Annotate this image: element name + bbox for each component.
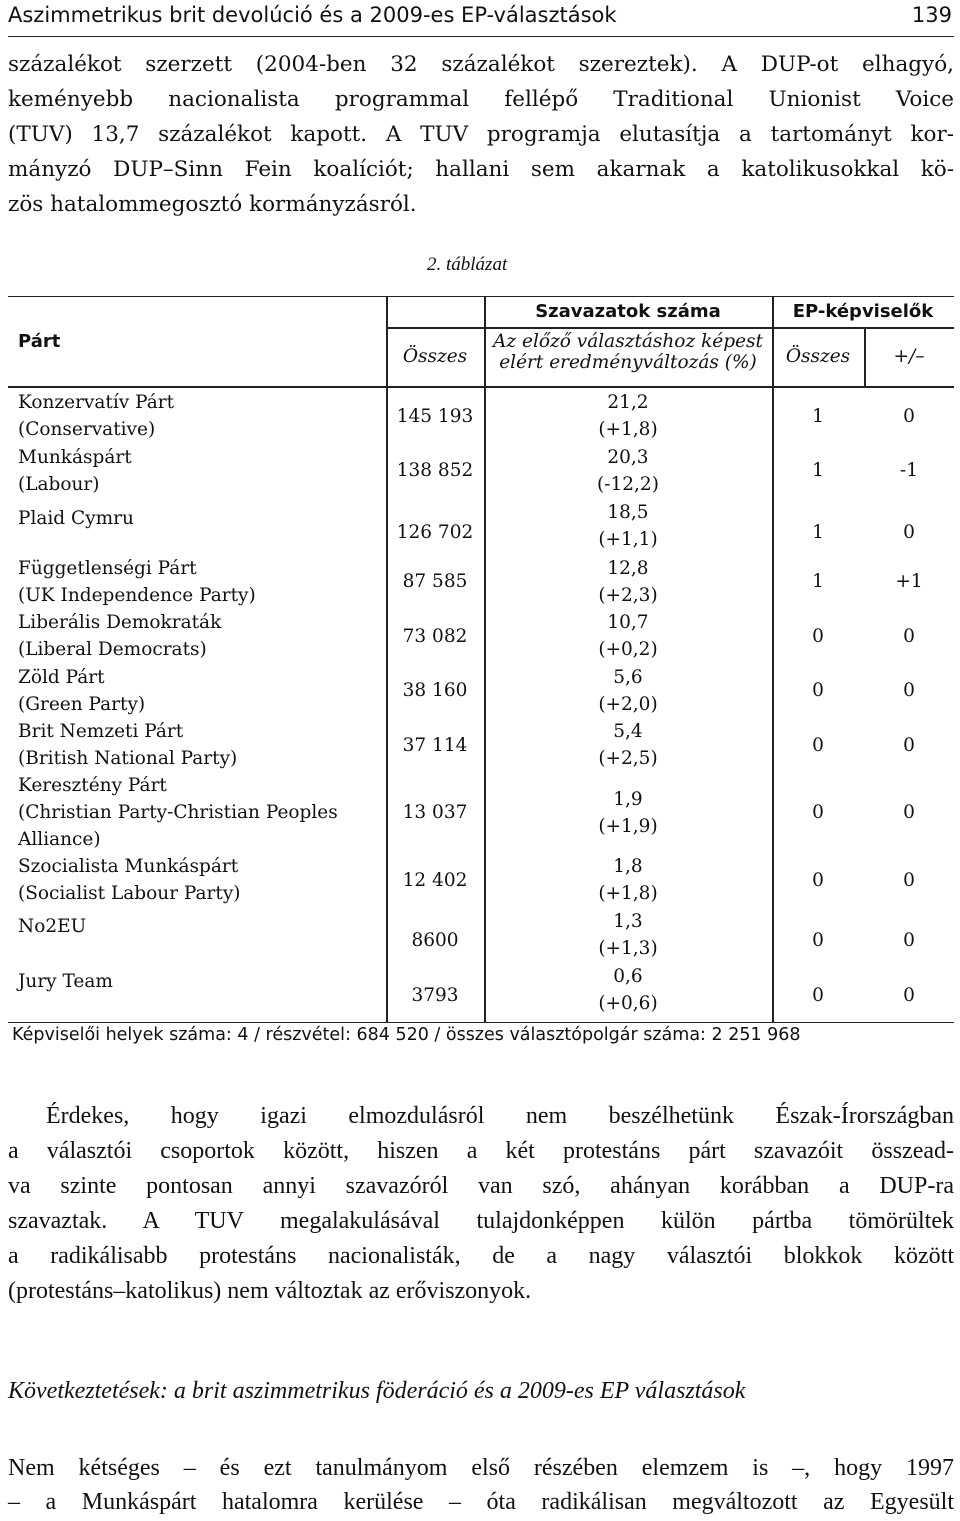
vote-percent: 1,9 [613, 788, 643, 810]
mep-change: -1 [899, 460, 919, 481]
mep-change: 0 [903, 985, 915, 1006]
vote-percent: 1,8 [613, 856, 643, 877]
text-line: va szinte pontosan annyi szavazóról van szó, ahányan korábban a DUP-ra [8, 1173, 954, 1199]
col-header-total: Összes [402, 346, 468, 367]
mep-change: +1 [895, 571, 923, 592]
vote-count: 38 160 [402, 680, 468, 701]
mep-count: 1 [812, 460, 824, 481]
party-name: Szocialista Munkáspárt [18, 856, 239, 877]
vote-percent: 20,3 [607, 446, 649, 468]
mep-count: 0 [812, 930, 824, 951]
text-line: (TUV) 13,7 százalékot kapott. A TUV programja elutasítja a tartományt kor- [8, 122, 954, 147]
party-name: Munkáspárt [18, 446, 132, 468]
header-divider [386, 327, 954, 329]
text-line: (protestáns–katolikus) nem változtak az erőviszonyok. [8, 1278, 532, 1304]
mep-count: 0 [812, 734, 824, 756]
mep-count: 0 [812, 985, 824, 1006]
party-name: Brit Nemzeti Párt [18, 721, 184, 742]
vote-change: (+1,9) [598, 815, 658, 837]
text-line: mányzó DUP–Sinn Fein koalíciót; hallani sem akarnak a katolikusokkal kö- [8, 157, 954, 182]
text-line: szavaztak. A TUV megalakulásával tulajdonképpen külön pártba tömörültek [8, 1208, 954, 1234]
party-name: Konzervatív Párt [18, 392, 175, 413]
party-name: Jury Team [18, 971, 113, 992]
vote-percent: 12,8 [607, 557, 649, 579]
text-line: – a Munkáspárt hatalomra kerülése – óta radikálisan megváltozott az Egyesült [8, 1489, 954, 1515]
mep-count: 0 [812, 802, 824, 823]
vote-percent: 5,4 [613, 721, 643, 742]
party-name: Függetlenségi Párt [18, 557, 197, 579]
party-name: (Christian Party-Christian Peoples [18, 802, 338, 823]
section-title: Következtetések: a brit aszimmetrikus föderáció és a 2009-es EP választások [8, 1378, 746, 1404]
col-header-result: Az előző választáshoz képest elért eredményváltozás (%) [493, 331, 763, 373]
party-name: No2EU [18, 916, 87, 937]
mep-change: 0 [903, 625, 915, 647]
vote-percent: 5,6 [613, 666, 643, 688]
col-header-party: Párt [18, 331, 61, 352]
vote-change: (+1,8) [598, 419, 658, 440]
text-line: zös hatalommegosztó kormányzásról. [8, 192, 417, 217]
mep-change: 0 [903, 930, 915, 951]
party-name: (Liberal Democrats) [18, 639, 207, 660]
text-line: Nem kétséges – és ezt tanulmányom első részében elemzem is –, hogy 1997 [8, 1455, 954, 1481]
vote-count: 138 852 [396, 460, 474, 481]
group-header-votes: Szavazatok száma [535, 301, 721, 322]
vote-change: (+2,3) [598, 584, 658, 606]
party-name: (British National Party) [18, 748, 238, 769]
vote-change: (+1,3) [598, 937, 658, 959]
vote-count: 87 585 [402, 571, 468, 592]
table-caption: 2. táblázat [427, 254, 508, 275]
col-header-mep-total: Összes [785, 346, 851, 367]
party-name: Alliance) [18, 829, 101, 850]
vote-count: 145 193 [396, 405, 474, 427]
party-name: (Labour) [18, 473, 100, 495]
vote-count: 3793 [411, 985, 459, 1006]
text-line: Érdekes, hogy igazi elmozdulásról nem beszélhetünk Észak-Írországban [46, 1103, 954, 1129]
table-footnote: Képviselői helyek száma: 4 / részvétel: 684 520 / összes választópolgár száma: 2 251 968 [12, 1025, 801, 1045]
party-name: (Green Party) [18, 693, 146, 715]
vote-count: 12 402 [402, 869, 468, 891]
vote-change: (+1,1) [598, 529, 658, 550]
vote-percent: 0,6 [613, 965, 643, 987]
vote-percent: 18,5 [607, 502, 649, 523]
vote-change: (+0,2) [598, 639, 658, 660]
final-paragraph [8, 1451, 954, 1519]
party-name: (Conservative) [18, 419, 156, 440]
party-name: (Socialist Labour Party) [18, 883, 241, 904]
results-table [8, 296, 954, 1023]
mep-count: 1 [812, 571, 824, 592]
text-line: a radikálisabb protestáns nacionalisták, de a nagy választói blokkok között [8, 1243, 954, 1269]
body-paragraph [8, 1099, 954, 1309]
mep-change: 0 [903, 734, 915, 756]
party-name: Plaid Cymru [18, 507, 134, 529]
vote-change: (+0,6) [598, 992, 658, 1014]
vote-percent: 1,3 [613, 910, 643, 932]
text-line: keményebb nacionalista programmal fellépő Traditional Unionist Voice [8, 87, 954, 112]
mep-count: 1 [812, 521, 824, 543]
mep-change: 0 [903, 802, 915, 823]
vote-count: 37 114 [402, 734, 468, 756]
mep-change: 0 [903, 680, 915, 701]
vote-percent: 21,2 [607, 392, 649, 413]
running-header [8, 0, 954, 37]
party-name: Liberális Demokraták [18, 612, 222, 633]
party-name: Zöld Párt [18, 666, 105, 688]
intro-paragraph [8, 47, 954, 222]
mep-count: 0 [812, 680, 824, 701]
header-divider [8, 386, 954, 388]
vote-count: 8600 [411, 930, 459, 951]
mep-change: 0 [903, 869, 915, 891]
col-header-mep-change: +/– [893, 346, 925, 367]
vote-change: (+2,0) [598, 693, 658, 715]
mep-count: 0 [812, 625, 824, 647]
page-number: 139 [911, 3, 952, 27]
mep-count: 0 [812, 869, 824, 891]
running-title: Aszimmetrikus brit devolúció és a 2009-es EP-választások [8, 3, 617, 27]
party-name: (UK Independence Party) [18, 584, 256, 606]
vote-count: 73 082 [402, 625, 468, 647]
vote-count: 13 037 [402, 802, 468, 823]
vote-change: (+1,8) [598, 883, 658, 904]
party-name: Keresztény Párt [18, 775, 167, 796]
vote-change: (+2,5) [598, 748, 658, 769]
vote-change: (-12,2) [597, 473, 659, 495]
mep-change: 0 [903, 521, 915, 543]
mep-change: 0 [903, 405, 915, 427]
vote-percent: 10,7 [607, 612, 649, 633]
vote-count: 126 702 [396, 521, 474, 543]
group-header-meps: EP-képviselők [792, 301, 934, 322]
text-line: a választói csoportok között, hiszen a két protestáns párt szavazóit összead- [8, 1138, 954, 1164]
text-line: százalékot szerzett (2004-ben 32 százalékot szereztek). A DUP-ot elhagyó, [8, 52, 954, 77]
mep-count: 1 [812, 405, 824, 427]
